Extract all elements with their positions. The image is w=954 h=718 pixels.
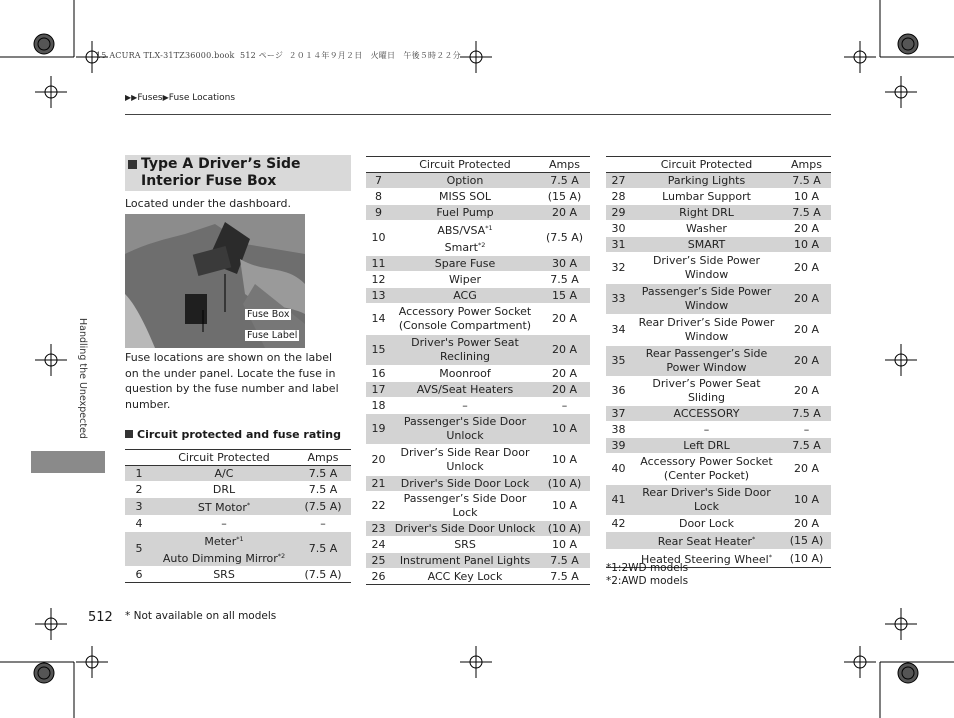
circuit-name: Driver's Power Seat	[411, 336, 519, 349]
table-row	[366, 272, 590, 288]
fuse-box-label: Fuse Box	[247, 309, 290, 320]
circuit-cell	[153, 532, 295, 567]
fuse-table-2	[366, 156, 590, 585]
fuse-number: 16	[366, 366, 391, 382]
footnote-mark: *1	[236, 535, 244, 543]
circuit-cell	[631, 422, 782, 438]
circuit-cell	[153, 466, 295, 482]
fuse-number: 39	[606, 438, 631, 454]
circuit-cell	[631, 532, 782, 550]
circuit-cell	[391, 272, 539, 288]
fuse-number: 36	[606, 377, 631, 406]
table-row	[366, 304, 590, 335]
circuit-name: Driver’s Side Rear Door	[400, 446, 530, 459]
fuse-number: 8	[366, 189, 391, 205]
fuse-amps: (7.5 A)	[295, 567, 351, 583]
fuse-number: 11	[366, 256, 391, 272]
circuit-cell	[391, 205, 539, 221]
print-book: 15 ACURA TLX-31TZ36000.book	[96, 51, 235, 60]
fuse-amps: (10 A)	[539, 476, 590, 492]
footnote-mark: *2	[477, 241, 486, 249]
circuit-cell	[391, 414, 539, 445]
breadcrumb-separator: ▶	[162, 93, 169, 102]
circuit-name: Passenger's Side Door	[403, 415, 527, 428]
circuit-name-line2: Unlock	[446, 460, 484, 473]
circuit-cell	[391, 492, 539, 521]
fuse-amps: 10 A	[539, 492, 590, 521]
circuit-cell	[153, 482, 295, 498]
fuse-amps: 20 A	[782, 454, 831, 485]
table-row	[606, 237, 831, 253]
table-row	[366, 492, 590, 521]
fuse-amps: 20 A	[782, 221, 831, 237]
circuit-name: Driver's Side Door Lock	[400, 476, 530, 490]
circuit-name: Driver’s Side Power	[652, 254, 761, 267]
table-row	[366, 335, 590, 366]
section-square-icon	[128, 160, 137, 169]
circuit-name: Door Lock	[678, 516, 735, 530]
circuit-name: AVS/Seat Heaters	[416, 382, 514, 396]
circuit-cell	[391, 382, 539, 398]
fuse-label-label: Fuse Label	[247, 330, 298, 341]
fuse-number: 9	[366, 205, 391, 221]
table-row	[606, 454, 831, 485]
footnote: * Not available on all models	[125, 610, 277, 622]
print-date: ２０１４年９月２日 火曜日 午後５時２２分	[288, 51, 461, 60]
circuit-cell	[631, 406, 782, 422]
fuse-number: 40	[606, 454, 631, 485]
circuit-cell	[631, 377, 782, 406]
located-text: Located under the dashboard.	[125, 197, 291, 210]
circuit-name: Instrument Panel Lights	[399, 553, 531, 567]
circuit-cell	[631, 221, 782, 237]
circuit-name: ACC Key Lock	[427, 569, 503, 583]
circuit-cell	[391, 288, 539, 304]
fuse-amps: (15 A)	[782, 532, 831, 550]
model-notes	[606, 562, 688, 588]
circuit-cell	[391, 221, 539, 256]
circuit-name: Passenger’s Side Door Lock	[403, 492, 527, 519]
fuse-amps: –	[782, 422, 831, 438]
fuse-amps: 20 A	[782, 253, 831, 284]
table-row	[606, 422, 831, 438]
fuse-number: 22	[366, 492, 391, 521]
circuit-name: MISS SOL	[439, 189, 491, 203]
circuit-name: Rear Driver's Side Door	[642, 486, 771, 499]
circuit-name: SRS	[454, 537, 476, 551]
circuit-name: Washer	[686, 221, 727, 235]
breadcrumb-item-fuse-locations[interactable]: Fuse Locations	[168, 93, 236, 103]
fuse-amps: 7.5 A	[295, 466, 351, 482]
table-row	[606, 346, 831, 377]
fuse-amps: 7.5 A	[295, 532, 351, 567]
fuse-number: 10	[366, 221, 391, 256]
model-note: *1:2WD models	[606, 562, 689, 574]
table-row	[366, 256, 590, 272]
fuse-number: 37	[606, 406, 631, 422]
fuse-number: 34	[606, 315, 631, 346]
circuit-name: A/C	[214, 466, 234, 480]
fuse-amps: (7.5 A)	[539, 221, 590, 256]
table-row	[125, 567, 351, 583]
circuit-name: Moonroof	[439, 366, 491, 380]
table-row	[606, 253, 831, 284]
fuse-number: 26	[366, 569, 391, 585]
fuse-amps: 20 A	[539, 335, 590, 366]
fuse-amps: 20 A	[539, 382, 590, 398]
fuse-amps: 20 A	[782, 315, 831, 346]
fuse-box-photo	[125, 214, 305, 348]
fuse-number: 24	[366, 537, 391, 553]
circuit-name: Driver's Side Door Unlock	[394, 521, 536, 535]
fuse-amps: –	[295, 516, 351, 532]
circuit-cell	[391, 521, 539, 537]
circuit-cell	[631, 346, 782, 377]
subhead-text: Circuit protected and fuse rating	[137, 428, 341, 441]
fuse-number: 28	[606, 189, 631, 205]
table-row	[366, 569, 590, 585]
footnote-mark: *1	[485, 224, 493, 232]
fuse-number: 21	[366, 476, 391, 492]
table-row	[366, 537, 590, 553]
fuse-amps: 10 A	[539, 414, 590, 445]
fuse-amps: 20 A	[539, 366, 590, 382]
circuit-name: Rear Passenger’s Side	[645, 347, 768, 360]
circuit-cell	[631, 485, 782, 516]
circuit-name: –	[221, 516, 227, 530]
table-row	[606, 406, 831, 422]
circuit-cell	[391, 256, 539, 272]
fuse-number: 3	[125, 498, 153, 516]
fuse-amps: 10 A	[782, 237, 831, 253]
circuit-name: Rear Seat Heater	[657, 535, 753, 548]
circuit-name-line2: Window	[684, 268, 729, 281]
circuit-name-line2: Auto Dimming Mirror	[162, 552, 278, 565]
fuse-amps: (7.5 A)	[295, 498, 351, 516]
section-title: Type A Driver’s Side Interior Fuse Box	[141, 156, 301, 189]
header-amps: Amps	[782, 157, 831, 173]
circuit-name: SRS	[213, 567, 235, 581]
circuit-cell	[153, 498, 295, 516]
circuit-cell	[631, 315, 782, 346]
table-row	[606, 532, 831, 550]
circuit-name-line2: Window	[684, 330, 729, 343]
table-row	[606, 205, 831, 221]
fuse-number: 7	[366, 173, 391, 189]
header-circuit: Circuit Protected	[153, 450, 295, 466]
fuse-number: 25	[366, 553, 391, 569]
fuse-table-1	[125, 449, 351, 583]
circuit-name: Passenger’s Side Power	[641, 285, 772, 298]
circuit-cell	[391, 476, 539, 492]
header-number	[606, 157, 631, 173]
fuse-number: 41	[606, 485, 631, 516]
fuse-amps: 10 A	[782, 485, 831, 516]
fuse-amps: 7.5 A	[539, 272, 590, 288]
header-circuit: Circuit Protected	[631, 157, 782, 173]
fuse-amps: 20 A	[782, 284, 831, 315]
print-page-info: 512 ページ	[240, 51, 284, 60]
fuse-amps: 7.5 A	[782, 173, 831, 189]
circuit-cell	[391, 335, 539, 366]
circuit-cell	[631, 438, 782, 454]
table-row	[366, 173, 590, 189]
circuit-cell	[391, 398, 539, 414]
table-row	[366, 221, 590, 256]
model-note: *2:AWD models	[606, 575, 689, 587]
circuit-name: ACG	[453, 288, 477, 302]
circuit-cell	[631, 189, 782, 205]
circuit-name-line2: Lock	[693, 500, 720, 513]
circuit-name: ACCESSORY	[673, 406, 740, 420]
table-row	[366, 398, 590, 414]
circuit-name: Fuel Pump	[436, 205, 494, 219]
chapter-tab	[31, 451, 105, 473]
circuit-cell	[631, 284, 782, 315]
circuit-cell	[391, 366, 539, 382]
fuse-amps: 7.5 A	[295, 482, 351, 498]
circuit-name: Option	[446, 173, 484, 187]
fuse-amps: 20 A	[539, 304, 590, 335]
table-header-row	[366, 157, 590, 173]
fuse-amps: 7.5 A	[782, 438, 831, 454]
fuse-number: 30	[606, 221, 631, 237]
table-row	[606, 485, 831, 516]
subhead	[125, 428, 341, 441]
fuse-amps: 30 A	[539, 256, 590, 272]
circuit-name-line2: Smart	[444, 241, 478, 254]
circuit-name-line2: (Center Pocket)	[663, 469, 750, 482]
description-text: Fuse locations are shown on the label on the under panel. Locate the fuse in question by the fuse number and label number.	[125, 351, 339, 411]
table-row	[606, 377, 831, 406]
circuit-cell	[631, 173, 782, 189]
fuse-number: 19	[366, 414, 391, 445]
circuit-name-line2: Power Window	[666, 361, 747, 374]
fuse-number: 27	[606, 173, 631, 189]
table-row	[606, 315, 831, 346]
table-row	[606, 221, 831, 237]
fuse-table-3	[606, 156, 831, 568]
circuit-name: Meter	[204, 535, 237, 548]
table-row	[366, 189, 590, 205]
side-label: Handling the Unexpected	[77, 318, 88, 439]
breadcrumb-marker: ▶▶	[125, 93, 138, 102]
fuse-amps: 7.5 A	[539, 173, 590, 189]
page-number: 512	[88, 610, 113, 625]
circuit-name: Accessory Power Socket	[640, 455, 773, 468]
fuse-amps: (10 A)	[539, 521, 590, 537]
fuse-amps: 10 A	[539, 537, 590, 553]
circuit-name: –	[703, 422, 710, 436]
header-rule	[125, 114, 831, 115]
fuse-amps: 10 A	[539, 445, 590, 476]
circuit-cell	[631, 237, 782, 253]
table-row	[606, 516, 831, 532]
table-row	[125, 532, 351, 567]
fuse-number: 17	[366, 382, 391, 398]
circuit-cell	[153, 567, 295, 583]
circuit-cell	[391, 445, 539, 476]
section-heading	[125, 155, 351, 191]
header-circuit: Circuit Protected	[391, 157, 539, 173]
circuit-name-line2: Unlock	[446, 429, 484, 442]
fuse-number: 15	[366, 335, 391, 366]
circuit-cell	[391, 304, 539, 335]
circuit-name-line2: Window	[684, 299, 729, 312]
circuit-cell	[391, 537, 539, 553]
circuit-cell	[391, 173, 539, 189]
fuse-number	[606, 532, 631, 550]
circuit-name: Accessory Power Socket	[398, 305, 532, 318]
dashboard-illustration	[125, 214, 305, 348]
circuit-name: Parking Lights	[667, 173, 746, 187]
circuit-name: Wiper	[449, 272, 481, 286]
table-row	[606, 284, 831, 315]
circuit-name: Rear Driver’s Side Power	[638, 316, 775, 329]
fuse-number: 38	[606, 422, 631, 438]
print-header	[96, 50, 461, 61]
fuse-number: 18	[366, 398, 391, 414]
fuse-number: 42	[606, 516, 631, 532]
fuse-number: 33	[606, 284, 631, 315]
table-header-row	[125, 450, 351, 466]
fuse-number: 20	[366, 445, 391, 476]
footnote-mark: *	[768, 553, 772, 561]
fuse-amps: 7.5 A	[782, 406, 831, 422]
circuit-name: Lumbar Support	[662, 189, 751, 203]
circuit-cell	[631, 205, 782, 221]
circuit-name-line2: Reclining	[439, 350, 491, 363]
circuit-name: Left DRL	[683, 438, 730, 452]
table-row	[366, 476, 590, 492]
fuse-number: 23	[366, 521, 391, 537]
circuit-cell	[391, 553, 539, 569]
table-header-row	[606, 157, 831, 173]
header-number	[366, 157, 391, 173]
table-row	[366, 382, 590, 398]
fuse-number: 29	[606, 205, 631, 221]
table-row	[606, 189, 831, 205]
table-row	[125, 498, 351, 516]
table-row	[366, 288, 590, 304]
circuit-cell	[631, 253, 782, 284]
fuse-number: 32	[606, 253, 631, 284]
fuse-number: 13	[366, 288, 391, 304]
fuse-amps: 7.5 A	[539, 553, 590, 569]
circuit-cell	[153, 516, 295, 532]
fuse-amps: 20 A	[782, 516, 831, 532]
header-number	[125, 450, 153, 466]
circuit-cell	[391, 189, 539, 205]
footnote-mark: *2	[277, 552, 286, 560]
fuse-amps: (15 A)	[539, 189, 590, 205]
breadcrumb	[125, 93, 235, 103]
table-row	[125, 482, 351, 498]
fuse-amps: 20 A	[539, 205, 590, 221]
table-row	[366, 366, 590, 382]
circuit-cell	[391, 569, 539, 585]
fuse-number: 5	[125, 532, 153, 567]
footnote-mark: *	[246, 501, 251, 509]
circuit-cell	[631, 454, 782, 485]
table-row	[366, 205, 590, 221]
fuse-number: 14	[366, 304, 391, 335]
circuit-name: –	[462, 398, 468, 412]
table-row	[366, 553, 590, 569]
breadcrumb-item-fuses[interactable]: Fuses	[137, 93, 163, 103]
table-row	[366, 414, 590, 445]
fuse-amps: 20 A	[782, 377, 831, 406]
fuse-number: 31	[606, 237, 631, 253]
table-row	[606, 173, 831, 189]
fuse-amps: –	[539, 398, 590, 414]
fuse-number: 2	[125, 482, 153, 498]
fuse-number: 12	[366, 272, 391, 288]
footnote-mark: *	[752, 535, 756, 543]
circuit-name: DRL	[212, 482, 236, 496]
table-row	[125, 466, 351, 482]
header-amps: Amps	[539, 157, 590, 173]
circuit-name: SMART	[687, 237, 726, 251]
table-row	[366, 521, 590, 537]
circuit-name: ABS/VSA	[437, 224, 486, 237]
table-row	[606, 438, 831, 454]
table-row	[125, 516, 351, 532]
fuse-amps: 20 A	[782, 346, 831, 377]
fuse-number: 4	[125, 516, 153, 532]
fuse-amps: 7.5 A	[782, 205, 831, 221]
subhead-square-icon	[125, 430, 133, 438]
fuse-number: 1	[125, 466, 153, 482]
circuit-name: Heated Steering Wheel	[641, 553, 769, 566]
fuse-amps: 15 A	[539, 288, 590, 304]
circuit-name: ST Motor	[197, 501, 247, 514]
circuit-name: Driver’s Power Seat Sliding	[652, 377, 761, 404]
fuse-amps: 10 A	[782, 189, 831, 205]
circuit-name-line2: (Console Compartment)	[398, 319, 532, 332]
fuse-number: 35	[606, 346, 631, 377]
header-amps: Amps	[295, 450, 351, 466]
table-row	[366, 445, 590, 476]
fuse-amps: 7.5 A	[539, 569, 590, 585]
circuit-name: Spare Fuse	[434, 256, 496, 270]
fuse-number: 6	[125, 567, 153, 583]
fuse-amps: (10 A)	[782, 550, 831, 568]
circuit-cell	[631, 516, 782, 532]
circuit-name: Right DRL	[679, 205, 734, 219]
